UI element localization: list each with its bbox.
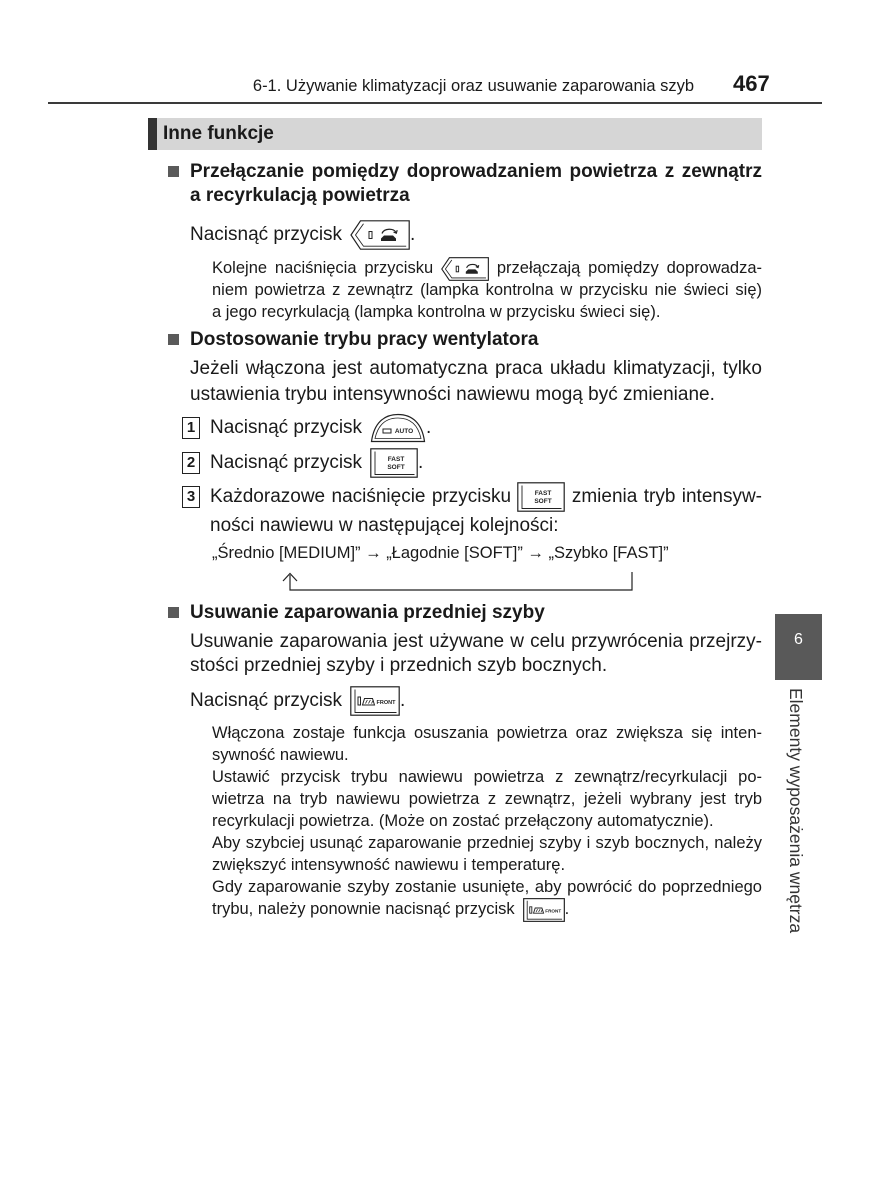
recirculation-instruction: [190, 220, 762, 250]
topic-heading-recirculation-line2: a recyrkulacją powietrza: [190, 185, 410, 206]
defog-note-line: Włączona zostaje funkcja osuszania powietrza oraz zwiększa się inten-: [212, 724, 762, 742]
bullet-icon: [168, 166, 179, 177]
note-text: trybu, należy ponownie nacisnąć przycisk: [212, 900, 515, 918]
defog-note-line: recyrkulacji powietrza. (Może on zostać przełączony automatycznie).: [212, 812, 714, 830]
defog-note-line: Aby szybciej usunąć zaparowanie przedniej szyby i szyb bocznych, należy: [212, 834, 762, 852]
defog-note-line: wietrza na tryb nawiewu powietrza z zewnątrz, jeżeli wybrany jest tryb: [212, 790, 762, 808]
cycle-return-arrow-icon: [278, 566, 642, 596]
page-number: 467: [733, 71, 770, 96]
front-defogger-button-icon: [350, 686, 400, 716]
defog-note-line: sywność nawiewu.: [212, 746, 349, 764]
recirculation-note-line2: niem powietrza z zewnątrz (lampka kontrolna w przycisku nie świeci się): [212, 281, 762, 299]
auto-button-icon: [370, 413, 426, 443]
fast-label: FAST: [387, 456, 405, 463]
defog-note-line: zwiększyć intensywność nawiewu i temperaturę.: [212, 856, 566, 874]
instruction-text: Nacisnąć przycisk: [190, 690, 343, 712]
fan-mode-intro-line2: ustawienia trybu intensywności nawiewu mogą być zmieniane.: [190, 384, 715, 405]
step-end: .: [426, 417, 432, 439]
defog-intro-line2: stości przedniej szyby i przednich szyb bocznych.: [190, 655, 608, 676]
running-header-title: 6-1. Używanie klimatyzacji oraz usuwanie zaparowania szyb: [252, 77, 694, 95]
note-end: .: [564, 900, 570, 918]
step-end: .: [418, 452, 424, 474]
chapter-number: 6: [794, 631, 803, 648]
step-3-line1: [210, 482, 762, 512]
soft-label: SOFT: [534, 498, 553, 505]
section-bar-accent: [148, 118, 157, 150]
soft-label: SOFT: [387, 464, 405, 471]
chapter-title: Elementy wyposażenia wnętrza: [786, 688, 806, 934]
fan-speed-mode-button-icon: [517, 482, 565, 512]
air-recirculation-button-icon: [350, 220, 410, 250]
instruction-end: .: [410, 224, 416, 246]
front-label: FRONT: [376, 700, 396, 706]
defog-note-line: Ustawić przycisk trybu nawiewu powietrza z zewnątrz/recyrkulacji po-: [212, 768, 762, 786]
topic-heading-fan-mode: Dostosowanie trybu pracy wentylatora: [190, 329, 539, 350]
defog-intro-line1: Usuwanie zaparowania jest używane w celu przywrócenia przejrzy-: [190, 631, 762, 652]
front-label: FRONT: [544, 908, 561, 914]
instruction-end: .: [400, 690, 406, 712]
defog-note-line: Gdy zaparowanie szyby zostanie usunięte, aby powrócić do poprzedniego: [212, 878, 762, 896]
fast-label: FAST: [535, 490, 552, 497]
step-text: Nacisnąć przycisk: [210, 452, 363, 474]
step-number-1: 1: [182, 417, 200, 439]
step-text-start: Każdorazowe naciśnięcie przycisku: [210, 486, 512, 508]
fan-mode-intro-line1: Jeżeli włączona jest automatyczna praca układu klimatyzacji, tylko: [190, 358, 762, 379]
auto-label: AUTO: [394, 428, 414, 435]
fan-speed-mode-button-icon: [370, 448, 418, 478]
defog-note-final-line: [212, 897, 762, 922]
fan-mode-sequence: „Średnio [MEDIUM]” → „Łagodnie [SOFT]” → „Szybko [FAST]”: [212, 544, 669, 562]
bullet-icon: [168, 607, 179, 618]
step-2: [210, 448, 762, 478]
recirculation-note-line1: [212, 256, 762, 281]
step-number-3: 3: [182, 486, 200, 508]
topic-heading-defog: Usuwanie zaparowania przedniej szyby: [190, 602, 545, 623]
front-defogger-button-icon: [523, 898, 565, 922]
header-rule: [48, 102, 822, 104]
step-text-end: zmienia tryb intensyw-: [571, 486, 763, 508]
step-3-line2: ności nawiewu w następującej kolejności:: [210, 515, 559, 536]
note-text-start: Kolejne naciśnięcia przycisku: [212, 259, 434, 277]
defog-instruction: [190, 686, 762, 716]
air-recirculation-button-icon: [441, 257, 489, 281]
step-text: Nacisnąć przycisk: [210, 417, 363, 439]
bullet-icon: [168, 334, 179, 345]
step-1: [210, 413, 762, 443]
instruction-text: Nacisnąć przycisk: [190, 224, 343, 246]
topic-heading-recirculation-line1: Przełączanie pomiędzy doprowadzaniem powietrza z zewnątrz: [190, 161, 762, 182]
note-text-end: przełączają pomiędzy doprowadza-: [496, 259, 763, 277]
recirculation-note-line3: a jego recyrkulacją (lampka kontrolna w przycisku świeci się).: [212, 303, 661, 321]
step-number-2: 2: [182, 452, 200, 474]
section-title: Inne funkcje: [163, 123, 274, 144]
